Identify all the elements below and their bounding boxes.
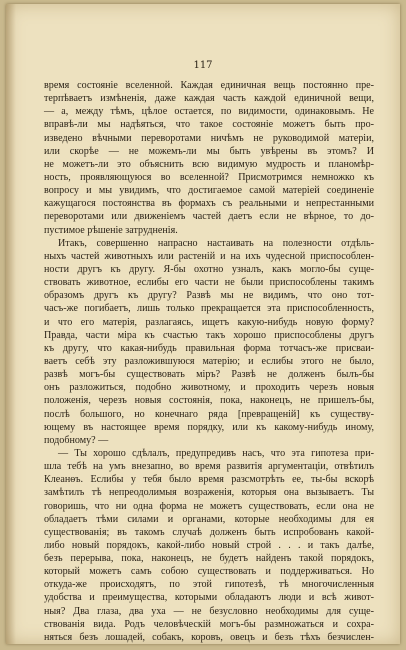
text-line: изведено вѣчными переворотами ничѣмъ не руководимой матеріи,	[44, 132, 374, 144]
text-line: — а, между тѣмъ, цѣлое остается, по видимости, одинаковымъ. Не	[44, 106, 374, 118]
text-line: шла тебѣ на умъ внезапно, во время развитія аргументаціи, отвѣтилъ	[44, 461, 374, 473]
text-line: часъ-же погибаетъ, лишь только прекращается эта приспособленность,	[44, 303, 374, 315]
text-line: безъ перерыва, пока, наконецъ, не будетъ найденъ такой порядокъ,	[44, 553, 374, 565]
text-line: вопросу и мы увидимъ, что достигаемое самой матеріей соединеніе	[44, 185, 374, 197]
text-line: существованія; въ такомъ случаѣ долженъ быть испробованъ какой-	[44, 526, 374, 538]
page-fold-shadow	[6, 4, 16, 644]
book-page	[6, 4, 400, 644]
text-line: ствованія вида. Родъ человѣческій могъ-бы размножаться и сохра-	[44, 618, 374, 630]
text-line: и что его матерія, разлагаясь, ищетъ какую-нибудь новую форму?	[44, 316, 374, 328]
text-line: ныхъ частей животныхъ или растеній и на ихъ чудесной приспособлен-	[44, 250, 374, 262]
page-number: 117	[193, 60, 213, 71]
text-line: время состояніе вселенной. Каждая единичная вещь постоянно пре-	[44, 80, 374, 91]
text-line: обладаетъ тѣми силами и органами, которые необходимы для ея	[44, 513, 374, 525]
text-line: терпѣваетъ измѣненія, даже каждая часть каждой единичной вещи,	[44, 93, 374, 105]
text-line: къ другу, что какая-нибудь правильная форма тотчасъ-же присваи-	[44, 342, 374, 354]
text-line: вправѣ-ли мы надѣяться, что такое состояніе можетъ быть про-	[44, 119, 374, 131]
text-line: удобства и преимущества, которыми обладаютъ люди и всѣ живот-	[44, 592, 374, 604]
text-line: ющему въ настоящее время порядку, или къ какому-нибудь иному,	[44, 421, 374, 433]
text-line: ваетъ себѣ эту разложившуюся матерію; и еслибы этого не было,	[44, 355, 374, 367]
text-line: Клеанѳъ. Еслибы у тебя было время разсмотрѣть ее, ты-бы вскорѣ	[44, 474, 374, 486]
text-line: который можетъ самъ собою существовать и поддерживаться. Но	[44, 566, 374, 578]
text-line: пустимое рѣшеніе затрудненія.	[44, 224, 178, 236]
text-line: откуда-же происходятъ, по этой гипотезѣ, тѣ многочисленныя	[44, 579, 374, 591]
text-line: замѣтилъ тѣ непреодолимыя возраженія, которыя она вызываетъ. Ты	[44, 487, 374, 499]
text-line: ныя? Два глаза, два уха — не безусловно необходимы для суще-	[44, 605, 374, 617]
text-line: Итакъ, совершенно напрасно настаивать на полезности отдѣль-	[58, 237, 374, 249]
text-line: — Ты хорошо сдѣлалъ, предупредивъ насъ, что эта гипотеза при-	[58, 447, 374, 459]
text-line: либо новый порядокъ, какой-либо новый строй . . . и такъ далѣе,	[44, 539, 374, 551]
body-text	[44, 79, 374, 644]
text-line: ность, проявляющуюся во вселенной? Присмотримся немножко къ	[44, 171, 374, 183]
text-line: говоришь, что ни одна форма не можетъ существовать, если она не	[44, 500, 374, 512]
text-line: няться безъ лошадей, собакъ, коровъ, овецъ и безъ тѣхъ безчислен-	[44, 631, 374, 643]
text-line: положенія, черезъ новыя состоянія, пока, наконецъ, не пришелъ-бы,	[44, 395, 374, 407]
text-line: ствовать животное, еслибы его части не были приспособлены такимъ	[44, 277, 374, 289]
text-line: кажущагося постоянства въ формахъ съ реальными и непрестанными	[44, 198, 374, 210]
text-line: образомъ другъ къ другу? Развѣ мы не видимъ, что оно тот-	[44, 290, 374, 302]
text-line: онъ разложиться, подобно животному, и проходить черезъ новыя	[44, 382, 374, 394]
text-line: не можетъ-ли это объяснить всю видимую мудрость и планомѣр-	[44, 158, 374, 170]
text-line: ности другъ къ другу. Я-бы охотно узналъ, какъ могло-бы суще-	[44, 263, 374, 275]
text-line: развѣ могъ-бы существовать міръ? Развѣ не долженъ былъ-бы	[44, 369, 374, 381]
text-line: послѣ большого, но конечнаго ряда [превращеній] къ существу-	[44, 408, 374, 420]
text-line: подобному? —	[44, 434, 109, 446]
text-line: Правда, части міра къ счастью такъ хорошо приспособлены другъ	[44, 329, 374, 341]
text-line: или скорѣе — не можемъ-ли мы быть увѣрены въ этомъ? И	[44, 145, 374, 157]
text-line: переворотами или движеніемъ частей даетъ если не вѣрное, то до-	[44, 211, 374, 223]
